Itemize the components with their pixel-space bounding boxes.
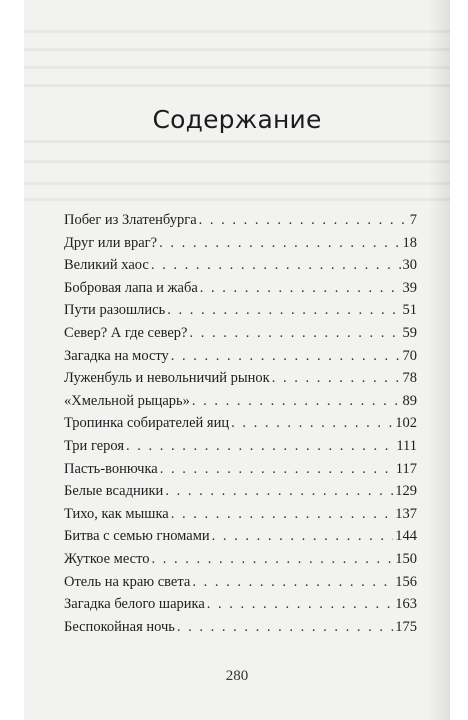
dot-leader — [177, 619, 393, 636]
dot-leader — [192, 574, 393, 591]
page-edge-shadow — [428, 0, 450, 720]
toc-entry-title: Белые всадники — [64, 483, 164, 500]
toc-entry-page: 102 — [395, 415, 417, 432]
dot-leader — [207, 596, 393, 613]
toc-entry — [64, 528, 417, 551]
toc-entry — [64, 461, 417, 484]
bleed-through-line — [24, 198, 450, 201]
toc-entry-page: 129 — [395, 483, 417, 500]
toc-entry — [64, 415, 417, 438]
toc-entry — [64, 393, 417, 416]
bleed-through-line — [24, 48, 450, 51]
toc-entry-title: «Хмельной рыцарь» — [64, 392, 190, 409]
dot-leader — [199, 212, 408, 229]
toc-entry-page: 30 — [402, 257, 417, 274]
toc-entry-title: Бобровая лапа и жаба — [64, 279, 198, 296]
toc-entry-title: Беспокойная ночь — [64, 618, 175, 635]
dot-leader — [192, 393, 401, 410]
toc-entry-title: Тихо, как мышка — [64, 505, 169, 522]
toc-entry-title: Жуткое место — [64, 550, 150, 567]
toc-entry-page: 51 — [402, 302, 417, 319]
page-number: 280 — [225, 668, 249, 684]
dot-leader — [151, 551, 393, 568]
book-page — [24, 0, 450, 720]
toc-entry — [64, 370, 417, 393]
dot-leader — [126, 438, 394, 455]
toc-entry-page: 156 — [395, 573, 417, 590]
toc-entry-title: Пасть-вонючка — [64, 460, 158, 477]
toc-entry — [64, 280, 417, 303]
toc-entry-title: Три героя — [64, 437, 125, 454]
dot-leader — [165, 483, 393, 500]
bleed-through-line — [24, 160, 450, 163]
dot-leader — [171, 506, 394, 523]
toc-entry-page: 117 — [395, 460, 417, 477]
dot-leader — [160, 461, 394, 478]
toc-entry — [64, 506, 417, 529]
toc-entry-page: 59 — [402, 324, 417, 341]
bleed-through-line — [24, 30, 450, 33]
toc-entry — [64, 596, 417, 619]
toc-entry-page: 70 — [402, 347, 417, 364]
toc-entry-title: Великий хаос — [64, 257, 149, 274]
toc-entry-page: 163 — [395, 596, 417, 613]
dot-leader — [212, 528, 394, 545]
toc-entry-title: Загадка на мосту — [64, 347, 169, 364]
toc-entry-page: 78 — [402, 370, 417, 387]
toc-entry-page: 18 — [402, 234, 417, 251]
bleed-through-line — [24, 66, 450, 69]
toc-entry-page: 137 — [395, 505, 417, 522]
toc-entry-title: Побег из Златенбурга — [64, 212, 197, 228]
toc-entry — [64, 212, 417, 235]
toc-entry — [64, 348, 417, 371]
toc-entry-page: 111 — [396, 437, 417, 454]
toc-entry-page: 150 — [395, 550, 417, 567]
dot-leader — [167, 302, 400, 319]
dot-leader — [189, 325, 400, 342]
dot-leader — [171, 348, 401, 365]
toc-entry — [64, 257, 417, 280]
bleed-through-line — [24, 140, 450, 143]
toc-entry-title: Друг или враг? — [64, 234, 158, 251]
toc-entry — [64, 438, 417, 461]
dot-leader — [159, 235, 400, 252]
toc-entry — [64, 574, 417, 597]
toc-entry-page: 7 — [409, 212, 417, 228]
toc-entry — [64, 235, 417, 258]
toc-entry-title: Битва с семью гномами — [64, 528, 210, 545]
toc-entry-title: Луженбуль и невольничий рынок — [64, 370, 270, 387]
toc-heading: Содержание — [152, 105, 322, 134]
dot-leader — [200, 280, 401, 297]
dot-leader — [151, 257, 401, 274]
bleed-through-line — [24, 182, 450, 185]
dot-leader — [272, 370, 401, 387]
toc-entry — [64, 619, 417, 642]
toc-entry — [64, 483, 417, 506]
toc-entry — [64, 325, 417, 348]
toc-entry-page: 175 — [395, 618, 417, 635]
toc-entry-title: Загадка белого шарика — [64, 596, 205, 613]
dot-leader — [231, 415, 393, 432]
toc-entry-title: Пути разошлись — [64, 302, 166, 319]
toc-entry-title: Север? А где север? — [64, 324, 188, 341]
toc-entry — [64, 302, 417, 325]
toc-entry-page: 144 — [395, 528, 417, 545]
bleed-through-line — [24, 84, 450, 87]
toc-entry — [64, 551, 417, 574]
toc-entry-title: Тропинка собирателей яиц — [64, 415, 230, 432]
toc-entry-title: Отель на краю света — [64, 573, 191, 590]
table-of-contents — [64, 212, 417, 641]
toc-entry-page: 39 — [402, 279, 417, 296]
toc-entry-page: 89 — [402, 392, 417, 409]
